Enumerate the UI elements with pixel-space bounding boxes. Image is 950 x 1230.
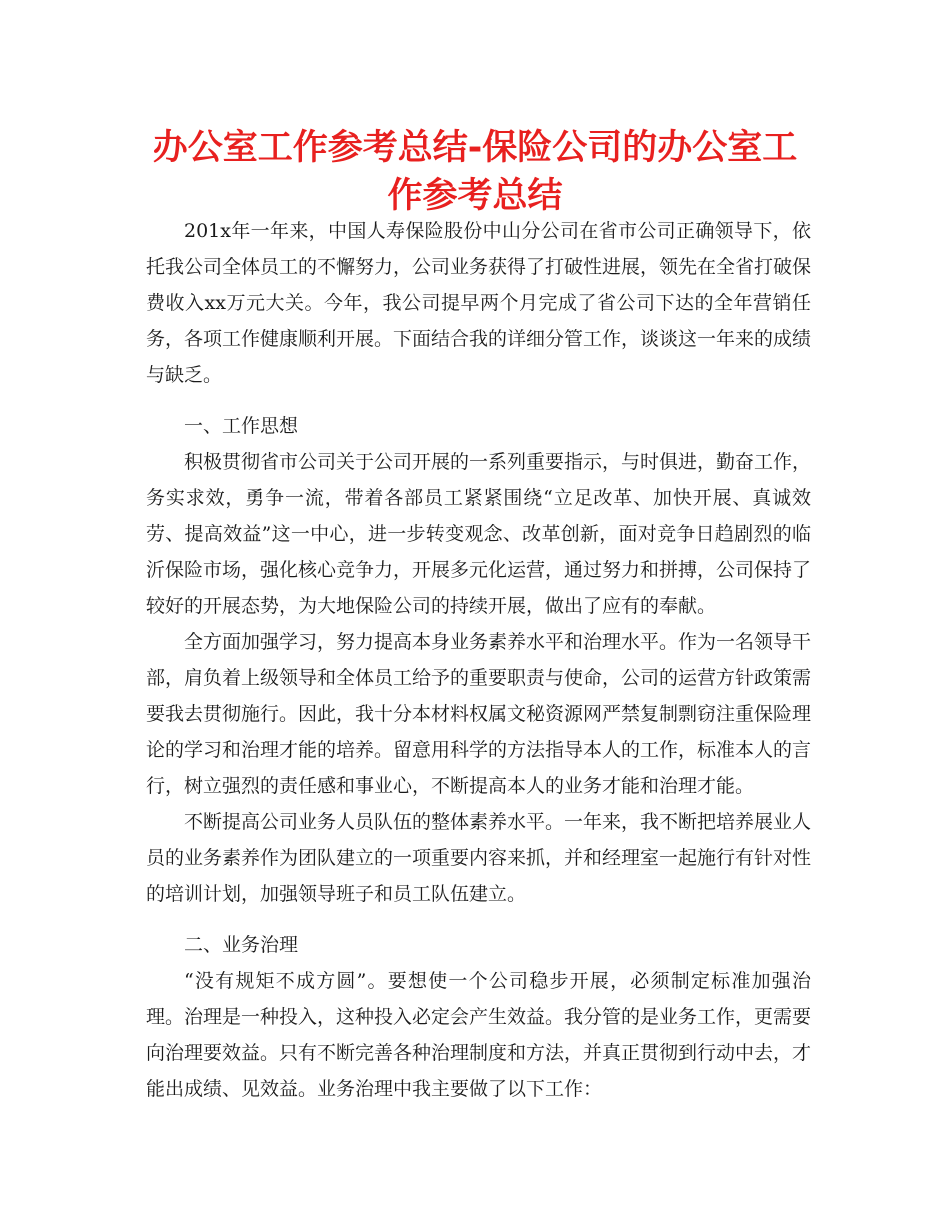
paragraph-work-thought: 积极贯彻省市公司关于公司开展的一系列重要指示，与时俱进，勤奋工作，务实求效，勇争一流，带着各部员工紧紧围绕“立足改革、加快开展、真诚效劳、提高效益”这一中心，进一步转变观念、改革创新，面对竞争日趋剧烈的临沂保险市场，强化核心竞争力，开展多元化运营，通过努力和拼搏，公司保持了较好的开展态势，为大地保险公司的持续开展，做出了应有的奉献。 — [146, 451, 812, 617]
paragraph-intro: 201x年一年来，中国人寿保险股份中山分公司在省市公司正确领导下，依托我公司全体员工的不懈努力，公司业务获得了打破性进展，领先在全省打破保费收入xx万元大关。今年，我公司提早两个月完成了省公司下达的全年营销任务，各项工作健康顺利开展。下面结合我的详细分管工作，谈谈这一年来的成绩与缺乏。 — [146, 220, 812, 386]
document-title: 办公室工作参考总结-保险公司的办公室工作参考总结 — [152, 128, 798, 216]
section-heading-business-management: 二、业务治理 — [184, 934, 299, 956]
document-body — [146, 213, 811, 1107]
paragraph-study: 全方面加强学习，努力提高本身业务素养水平和治理水平。作为一名领导干部，肩负着上级领导和全体员工给予的重要职责与使命，公司的运营方针政策需要我去贯彻施行。因此，我十分本材料权属文秘资源网严禁复制剽窃注重保险理论的学习和治理才能的培养。留意用科学的方法指导本人的工作，标准本人的言行，树立强烈的责任感和事业心，不断提高本人的业务才能和治理才能。 — [146, 631, 812, 797]
paragraph-team-quality: 不断提高公司业务人员队伍的整体素养水平。一年来，我不断把培养展业人员的业务素养作为团队建立的一项重要内容来抓，并和经理室一起施行有针对性的培训计划，加强领导班子和员工队伍建立。 — [146, 811, 812, 905]
paragraph-business-management: “没有规矩不成方圆”。要想使一个公司稳步开展，必须制定标准加强治理。治理是一种投入，这种投入必定会产生效益。我分管的是业务工作，更需要向治理要效益。只有不断完善各种治理制度和方法，并真正贯彻到行动中去，才能出成绩、见效益。业务治理中我主要做了以下工作： — [146, 970, 812, 1100]
section-heading-work-thought: 一、工作思想 — [184, 415, 299, 437]
